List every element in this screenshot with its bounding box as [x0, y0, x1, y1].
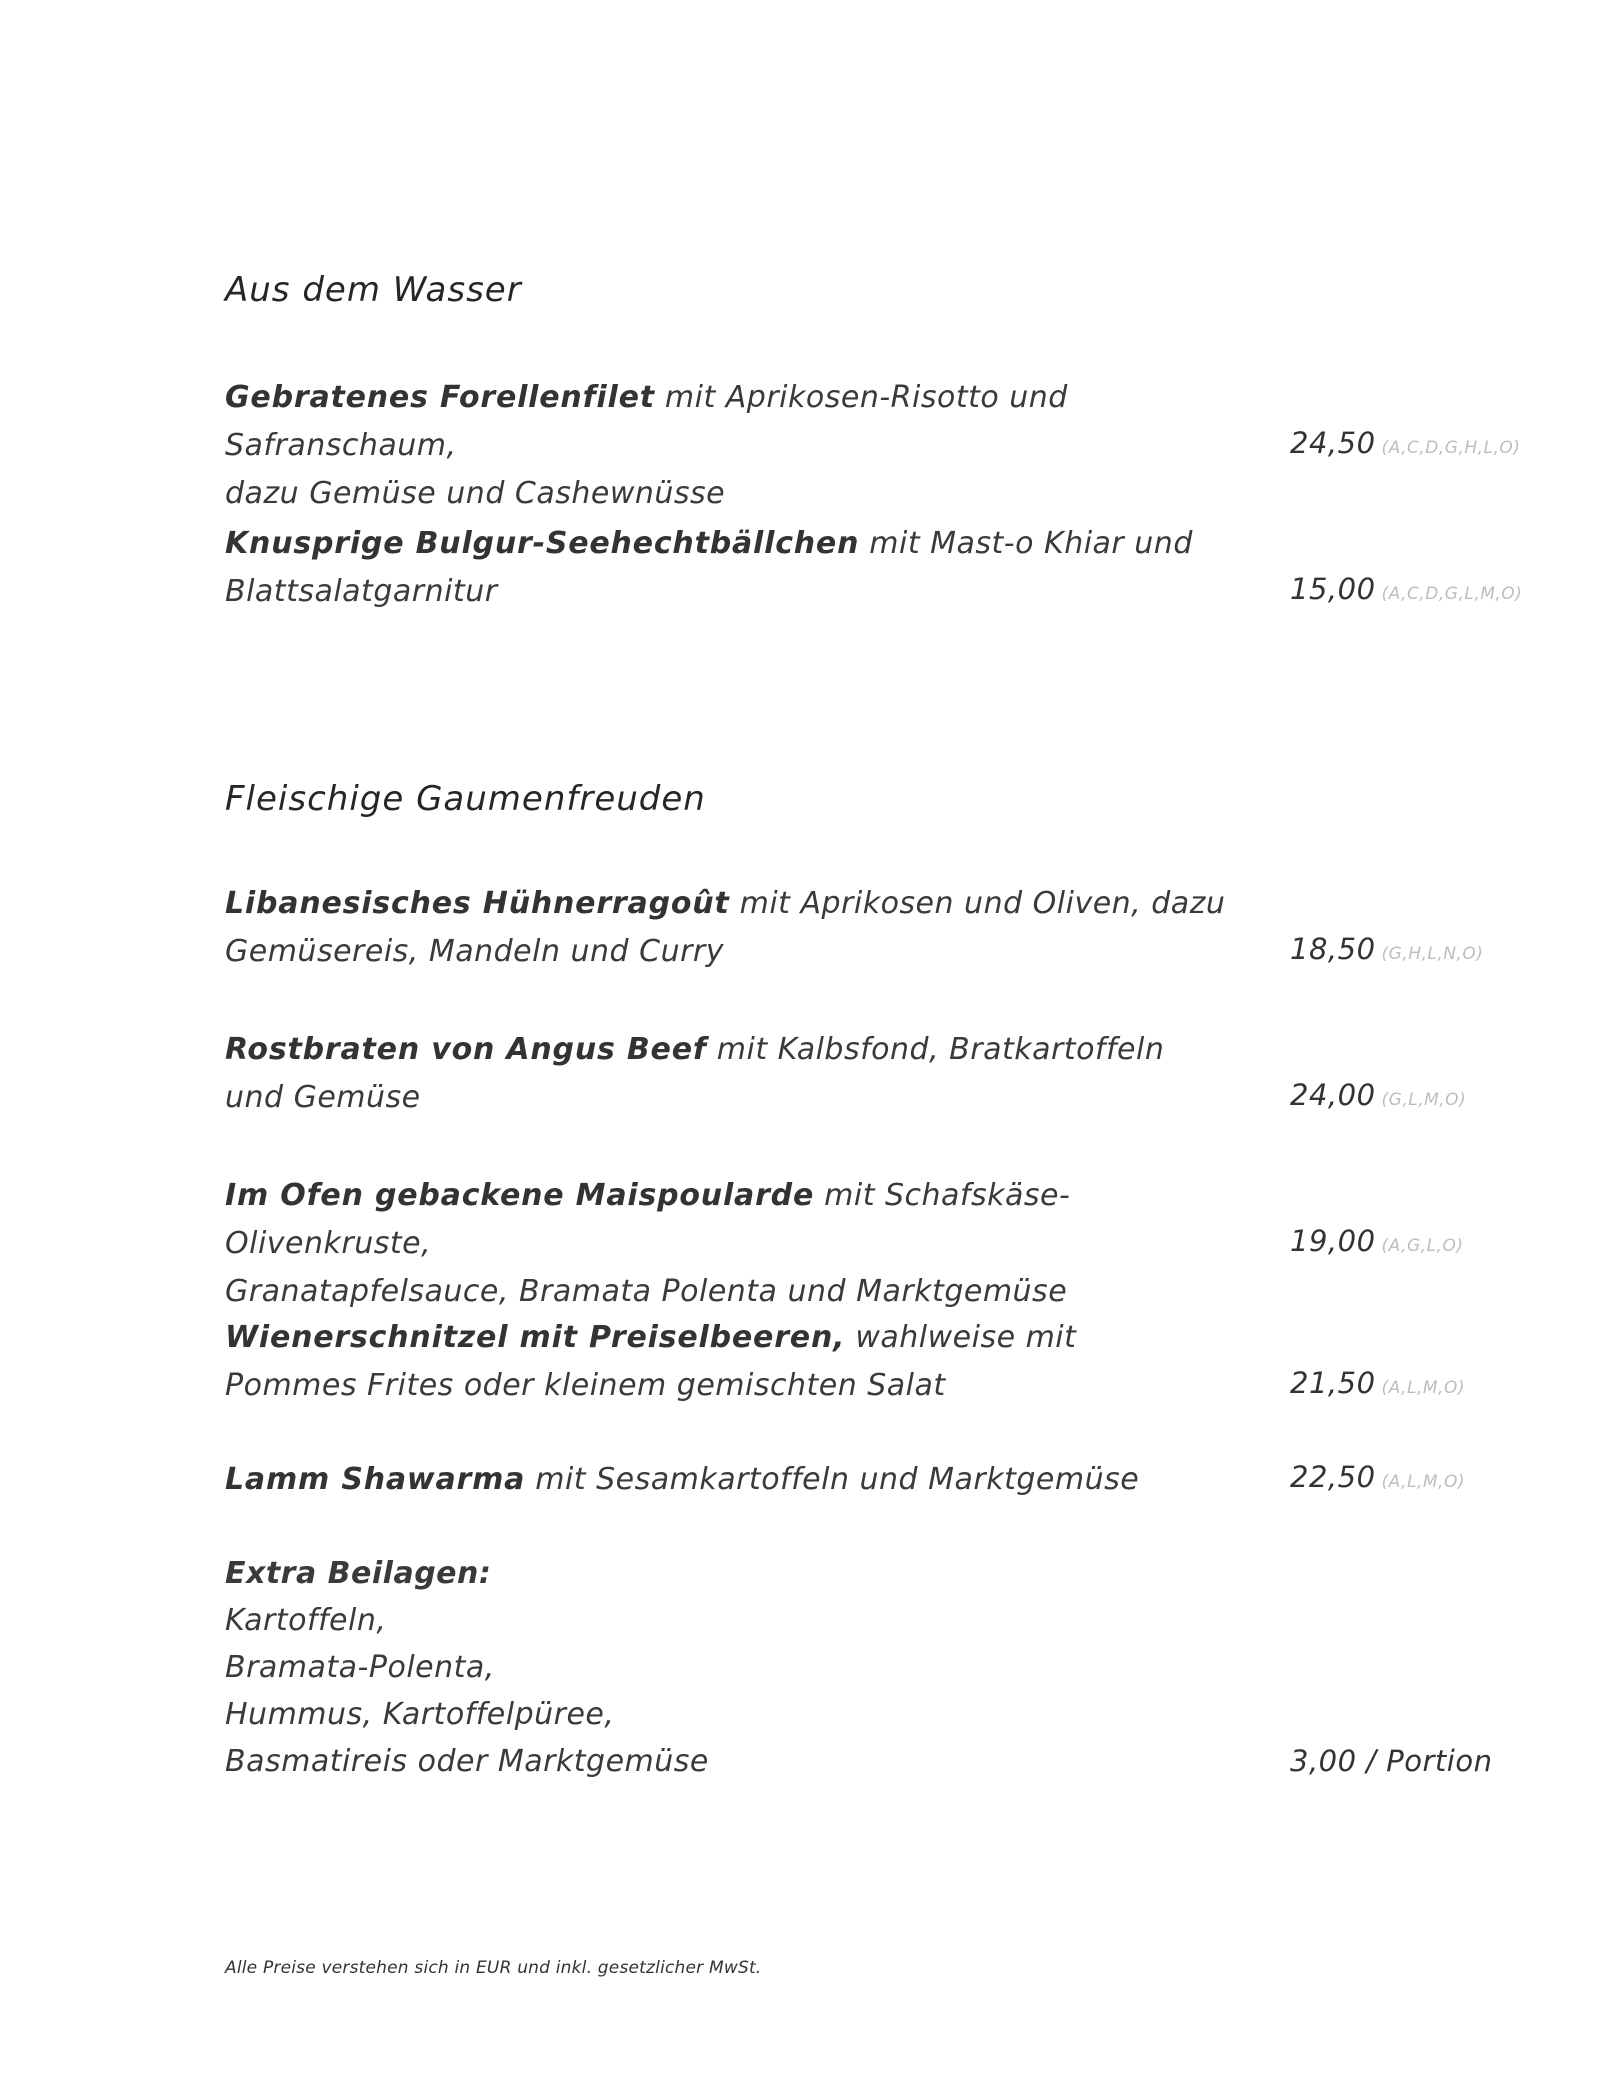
extras-price: 3,00 / Portion	[1290, 1744, 1493, 1778]
dish-price: 22,50	[1290, 1460, 1376, 1494]
dish-name: Rostbraten von Angus Beef	[225, 1032, 707, 1067]
section-title-aus-dem-wasser: Aus dem Wasser	[225, 270, 522, 310]
dish-name: Libanesisches Hühnerragoût	[225, 886, 730, 921]
dish-price: 15,00	[1290, 572, 1376, 606]
dish-name: Knusprige Bulgur-Seehechtbällchen	[225, 526, 860, 561]
allergen-codes: (G,L,M,O)	[1381, 1090, 1467, 1110]
menu-item-lamm-shawarma	[225, 1456, 1525, 1504]
dish-description	[225, 880, 1275, 976]
price-block	[1290, 932, 1483, 966]
extras-item: Basmatireis oder Marktgemüse	[225, 1744, 709, 1779]
allergen-codes: (A,C,D,G,H,L,O)	[1381, 438, 1521, 458]
price-footnote: Alle Preise verstehen sich in EUR und inkl. gesetzlicher MwSt.	[225, 1958, 762, 1978]
dish-price: 21,50	[1290, 1366, 1376, 1400]
dish-desc-line1: mit Sesamkartoffeln und Marktgemüse	[525, 1462, 1140, 1497]
dish-price: 24,00	[1290, 1078, 1376, 1112]
dish-description	[225, 1172, 1275, 1316]
menu-item-forellenfilet	[225, 374, 1525, 518]
extras-item: Bramata-Polenta,	[225, 1650, 495, 1685]
price-block	[1290, 1460, 1465, 1494]
dish-desc-line2: Granatapfelsauce, Bramata Polenta und Marktgemüse	[225, 1274, 1068, 1309]
dish-desc-line1: wahlweise mit	[845, 1320, 1077, 1355]
dish-desc-line2: und Gemüse	[225, 1080, 421, 1115]
dish-name: Im Ofen gebackene Maispoularde	[225, 1178, 815, 1213]
dish-desc-line1: mit Aprikosen und Oliven, dazu	[729, 886, 1226, 921]
dish-desc-line1: mit Kalbsfond, Bratkartoffeln	[706, 1032, 1165, 1067]
dish-description	[225, 1456, 1275, 1504]
dish-description	[225, 374, 1275, 518]
allergen-codes: (A,L,M,O)	[1381, 1378, 1465, 1398]
price-block	[1290, 572, 1522, 606]
price-block	[1290, 426, 1520, 460]
price-block	[1290, 1366, 1465, 1400]
section-title-fleischige-gaumenfreuden: Fleischige Gaumenfreuden	[225, 779, 706, 819]
dish-price: 24,50	[1290, 426, 1376, 460]
dish-desc-line1: mit Mast-o Khiar und	[859, 526, 1193, 561]
allergen-codes: (G,H,L,N,O)	[1381, 944, 1484, 964]
extra-sides	[225, 1550, 1525, 1785]
dish-desc-line2: Blattsalatgarnitur	[225, 574, 498, 609]
price-block	[1290, 1224, 1463, 1258]
dish-desc-line2: Pommes Frites oder kleinem gemischten Salat	[225, 1368, 946, 1403]
dish-desc-line1: mit Schafskäse-Olivenkruste,	[225, 1178, 1071, 1261]
price-block	[1290, 1078, 1466, 1112]
menu-item-rostbraten	[225, 1026, 1525, 1122]
extras-label: Extra Beilagen:	[225, 1556, 492, 1591]
dish-desc-line1: mit Aprikosen-Risotto und Safranschaum,	[225, 380, 1068, 463]
dish-description	[225, 1026, 1275, 1122]
extras-item: Kartoffeln,	[225, 1603, 387, 1638]
menu-item-maispoularde	[225, 1172, 1525, 1316]
allergen-codes: (A,C,D,G,L,M,O)	[1381, 584, 1523, 604]
dish-name: Gebratenes Forellenfilet	[225, 380, 655, 415]
dish-price: 19,00	[1290, 1224, 1376, 1258]
dish-desc-line2: dazu Gemüse und Cashewnüsse	[225, 476, 726, 511]
allergen-codes: (A,G,L,O)	[1381, 1236, 1464, 1256]
dish-price: 18,50	[1290, 932, 1376, 966]
menu-item-seehechtbaellchen	[225, 520, 1525, 616]
menu-item-huehnerragout	[225, 880, 1525, 976]
dish-name: Wienerschnitzel mit Preiselbeeren,	[225, 1320, 846, 1355]
dish-description	[225, 520, 1275, 616]
menu-item-wienerschnitzel	[225, 1314, 1525, 1410]
dish-desc-line2: Gemüsereis, Mandeln und Curry	[225, 934, 725, 969]
extras-item: Hummus, Kartoffelpüree,	[225, 1697, 615, 1732]
dish-description	[225, 1314, 1275, 1410]
allergen-codes: (A,L,M,O)	[1381, 1472, 1465, 1492]
dish-name: Lamm Shawarma	[225, 1462, 526, 1497]
